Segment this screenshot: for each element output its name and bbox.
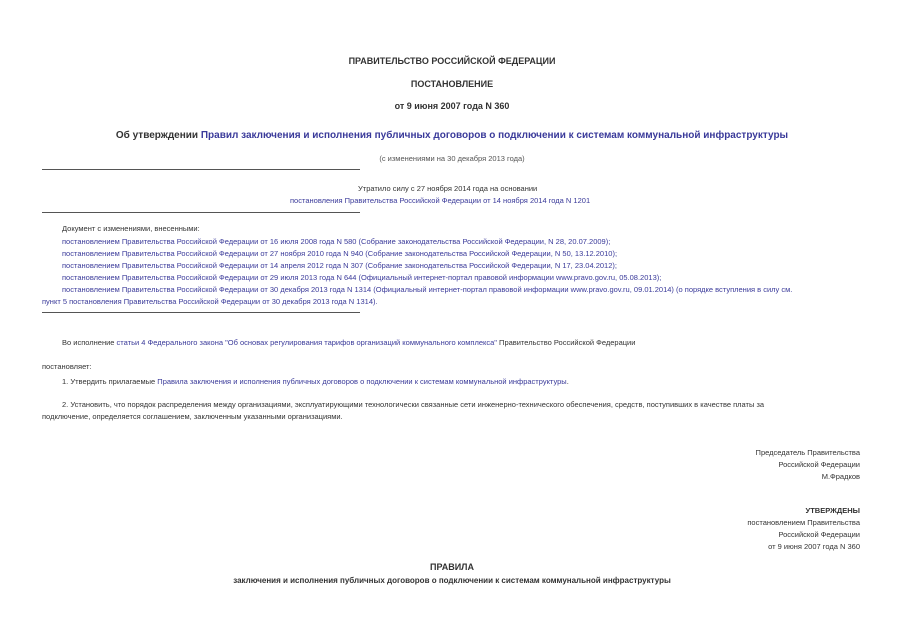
p1-prefix: 1. Утвердить прилагаемые (62, 377, 158, 386)
decree-word: постановляет: (42, 362, 92, 371)
rules-subtitle: заключения и исполнения публичных договоров о подключении к системам коммунальной инфраструктуры (233, 576, 671, 585)
signature-country: Российской Федерации (778, 460, 860, 469)
intro-law-link[interactable]: статьи 4 Федерального закона "Об основах регулирования тарифов организаций коммунального комплекса" (116, 338, 497, 347)
amendment-item[interactable]: постановлением Правительства Российской Федерации от 14 апреля 2012 года N 307 (Собрание законодательства Российской Федерации, N 17, 23.04.2012); (62, 261, 617, 270)
doc-type-heading: ПОСТАНОВЛЕНИЕ (410, 79, 494, 89)
amendment-tail[interactable]: пункт 5 постановления Правительства Российской Федерации от 30 декабря 2013 года N 1314). (42, 297, 378, 306)
amendment-item[interactable]: постановлением Правительства Российской Федерации от 30 декабря 2013 года N 1314 (Официальный интернет-портал правовой информации www.pravo.gov.ru, 09.01.2014) (о порядке вступления в силу см. (62, 285, 793, 294)
amendment-item[interactable]: постановлением Правительства Российской Федерации от 16 июля 2008 года N 580 (Собрание законодательства Российской Федерации, N 28, 20.07.2009); (62, 237, 611, 246)
date-number: от 9 июня 2007 года N 360 (394, 101, 510, 111)
signature-name: М.Фрадков (821, 472, 860, 481)
signature-title: Председатель Правительства (755, 448, 860, 457)
approved-line2: Российской Федерации (778, 530, 860, 539)
p1-suffix: . (566, 377, 569, 386)
intro-paragraph (62, 338, 635, 347)
title-prefix: Об утверждении (115, 130, 201, 141)
validity-note-link[interactable]: постановления Правительства Российской Федерации от 14 ноября 2014 года N 1201 (290, 196, 591, 205)
amendments-heading: Документ с изменениями, внесенными: (62, 224, 200, 233)
approved-line1: постановлением Правительства (747, 518, 860, 527)
intro-prefix: Во исполнение (62, 338, 117, 347)
approved-heading: УТВЕРЖДЕНЫ (805, 506, 860, 515)
revision-note: (с изменениями на 30 декабря 2013 года) (379, 154, 525, 163)
title-rules-link[interactable]: Правил заключения и исполнения публичных договоров о подключении к системам коммунальной инфраструктуры (200, 130, 789, 141)
amendment-item[interactable]: постановлением Правительства Российской Федерации от 29 июля 2013 года N 644 (Официальный интернет-портал правовой информации www.pravo.gov.ru, 05.08.2013); (62, 273, 662, 282)
government-heading: ПРАВИТЕЛЬСТВО РОССИЙСКОЙ ФЕДЕРАЦИИ (348, 56, 556, 66)
separator-line (42, 212, 360, 213)
validity-note-line1: Утратило силу с 27 ноября 2014 года на основании (358, 184, 538, 193)
amendment-item[interactable]: постановлением Правительства Российской Федерации от 27 ноября 2010 года N 940 (Собрание законодательства Российской Федерации, N 50, 13.12.2010); (62, 249, 618, 258)
paragraph-1 (62, 377, 569, 386)
separator-line (42, 312, 360, 313)
p1-rules-link[interactable]: Правила заключения и исполнения публичных договоров о подключении к системам коммунальной инфраструктуры (157, 377, 567, 386)
intro-suffix: Правительство Российской Федерации (496, 338, 636, 347)
document-title (0, 130, 904, 141)
approved-line3: от 9 июня 2007 года N 360 (768, 542, 860, 551)
paragraph-2-line1: 2. Установить, что порядок распределения между организациями, эксплуатирующими технологически связанные сети инженерно-технического обеспечения, средств, поступивших в качестве платы за (62, 400, 765, 409)
rules-heading: ПРАВИЛА (430, 562, 474, 572)
paragraph-2-line2: подключение, определяется соглашением, заключенным указанными организациями. (42, 412, 343, 421)
separator-line (42, 169, 360, 170)
